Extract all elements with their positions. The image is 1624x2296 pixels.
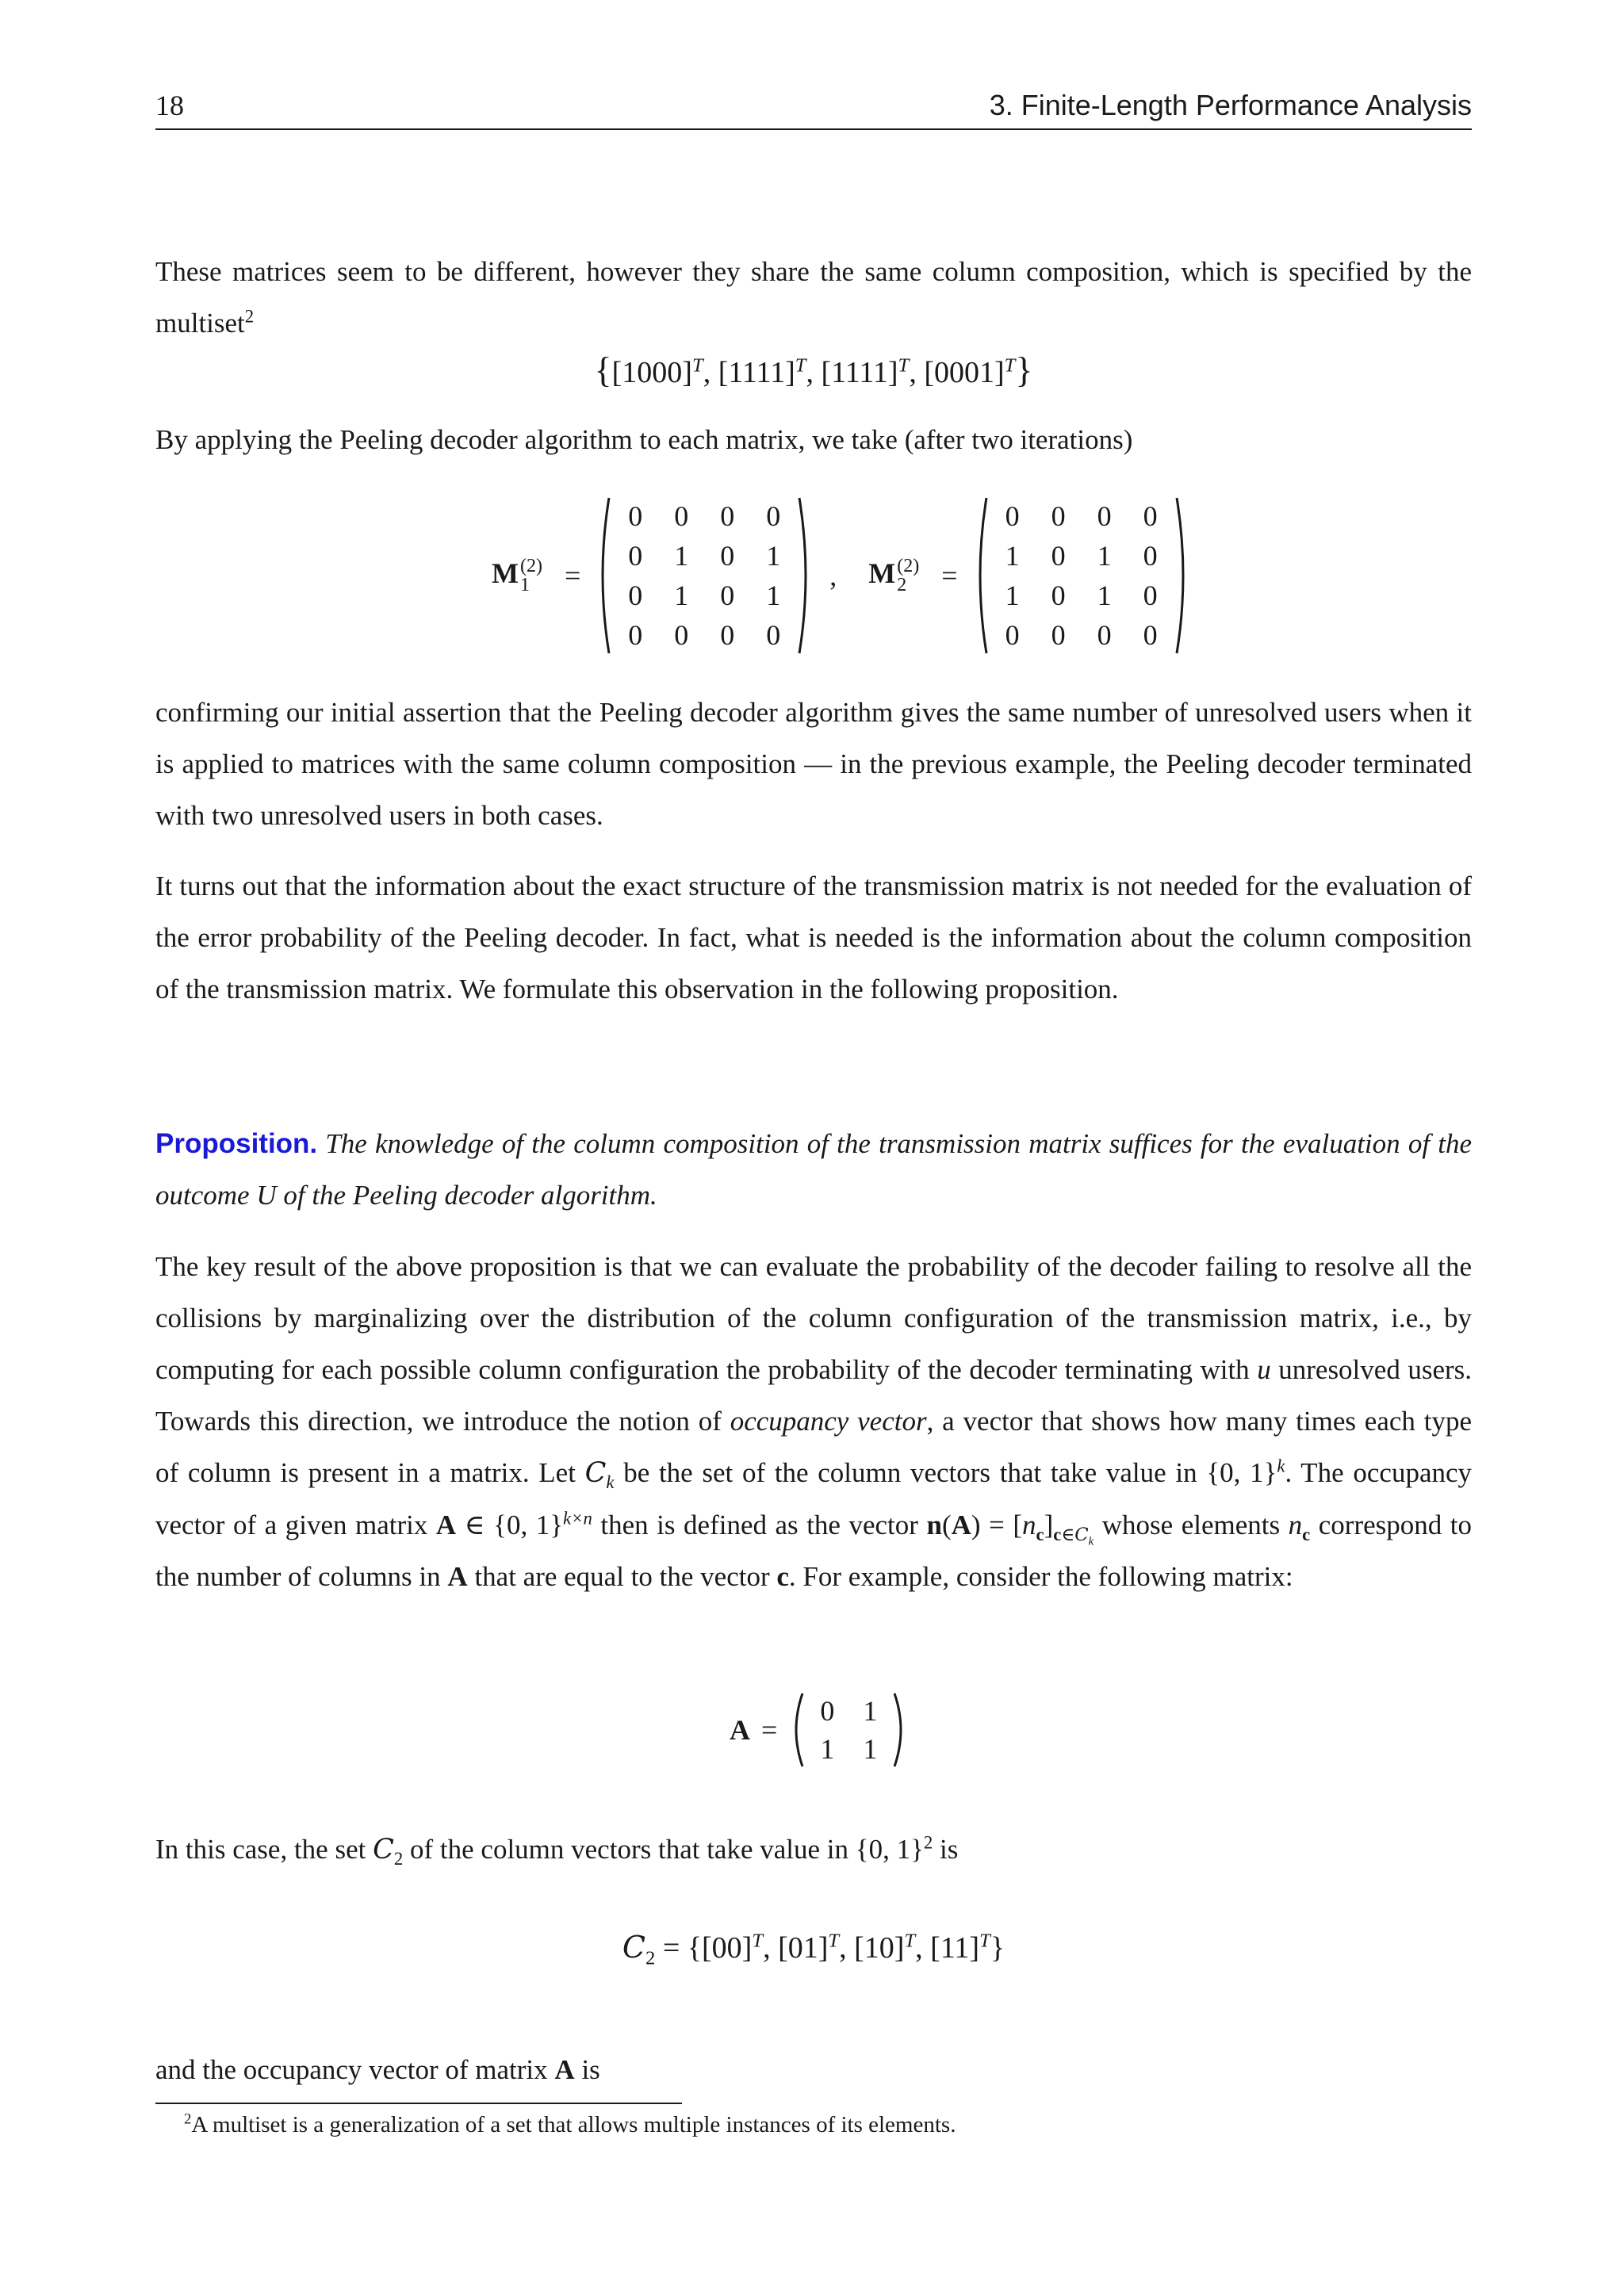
set-c2-equation: $C_2 = \{[00]^T$, $[01]^T$, $[10]^T$, $[11]^T$}	[622, 1930, 1005, 1969]
matrix-cell: 0	[628, 500, 643, 532]
matrix-cell: 0	[720, 540, 735, 572]
matrix-a-symbol: A	[554, 2054, 575, 2085]
matrix-cell: 0	[766, 500, 781, 532]
footnote-rule	[155, 2103, 682, 2104]
m2-symbol: M (2) 2	[868, 556, 920, 596]
paragraph-text: These matrices seem to be different, however they share the same column composition, which is specified by the multiset	[155, 256, 1472, 339]
m1-symbol: M (2) 1	[492, 556, 542, 596]
occupancy-expr: $(A) = [n_c]_{c\in C_k}$	[941, 1510, 1094, 1548]
paragraph-confirming	[155, 687, 1472, 841]
paragraph-occupancy-vector: The key result of the above proposition is that we can evaluate the probability of the decoder failing to resolve all the collisions by marginalizing over the distribution of the column configuration of the transmission matrix, i.e., by computing for each possible column configuration the probability of the decoder terminating with u unresolved users. Towards this direction, we introduce the notion of occupancy vector, a vector that shows how many times each type of column is present in a matrix. Let $C_k$ be the set of the column vectors that take value in {0, 1}$^k$. The occupancy vector of a given matrix A ∈ {0, 1}$^{k\times n}$ then is defined as the vector $n(A) = [n_c]_{c\in C_k}$ whose elements $n_c$ correspond to the number of columns in A that are equal to the vector c. For example, consider the following matrix:	[155, 1251, 1473, 1592]
matrix-a-symbol: A	[435, 1510, 457, 1540]
comma: ,	[829, 560, 837, 591]
equals-sign: =	[662, 1931, 680, 1965]
proposition-text: of the Peeling decoder algorithm.	[283, 1180, 657, 1211]
matrix-cell: 1	[863, 1733, 878, 1765]
set-ck: C	[584, 1457, 607, 1489]
right-paren	[1174, 496, 1191, 655]
transpose-mark: T	[898, 354, 910, 377]
set-binary: {0, 1}	[855, 1834, 924, 1865]
text-run: correspond to the number of columns in	[155, 1510, 1473, 1592]
set-c2: C	[373, 1834, 394, 1866]
term-occupancy-vector: occupancy vector	[730, 1406, 927, 1437]
equals-sign: =	[941, 560, 958, 591]
superscript: 2	[923, 1832, 933, 1853]
text-run: be the set of the column vectors that take value in	[623, 1457, 1197, 1488]
matrix-cell: 1	[1005, 540, 1020, 572]
subscript: k	[606, 1472, 615, 1492]
set-c2: C	[622, 1930, 645, 1965]
text-run: is	[940, 1834, 959, 1865]
matrix-cell: 1	[674, 540, 689, 572]
matrix-cell: 0	[720, 500, 735, 532]
matrix-cell: 0	[1143, 580, 1158, 611]
matrix-cell: 0	[1005, 500, 1020, 532]
variable-u: U	[256, 1180, 277, 1211]
matrix-cell: 0	[628, 540, 643, 572]
right-paren	[796, 496, 814, 655]
footnote-mark: 2	[244, 306, 255, 327]
variable-u: u	[1257, 1354, 1271, 1385]
set-item: [11]	[930, 1931, 980, 1965]
vector-n: n	[926, 1510, 942, 1540]
matrix-a	[788, 1692, 909, 1768]
matrix-cell: 0	[1097, 619, 1112, 651]
equals-sign: =	[564, 560, 581, 591]
matrix-a-equation	[730, 1692, 909, 1768]
multiset-equation: {$[1000]^T$, $[1111]^T$, $[1111]^T$, $[0001]^T$}	[594, 350, 1033, 390]
matrix-cell: 1	[1097, 580, 1112, 611]
matrix-cell: 0	[1051, 580, 1066, 611]
set-item: [01]	[778, 1931, 829, 1965]
right-paren	[891, 1692, 909, 1768]
matrix-cell: 1	[863, 1695, 878, 1727]
footnote-text: A multiset is a generalization of a set that allows multiple instances of its elements.	[191, 2112, 956, 2137]
text-run: then is defined as the vector	[600, 1510, 918, 1540]
text-run: unresolved users. Towards this direction, we introduce the notion of	[155, 1354, 1473, 1437]
matrix-cell: 0	[1051, 540, 1066, 572]
matrix-cell: 0	[820, 1695, 835, 1727]
transpose-mark: T	[752, 1930, 764, 1952]
text-run: , a vector that shows how many times each type of column is present in a matrix. Let	[155, 1406, 1472, 1488]
matrix-cell: 1	[674, 580, 689, 611]
text-run: whose elements	[1101, 1510, 1281, 1540]
matrix-a-symbol: A	[447, 1561, 468, 1592]
text-run: . The occupancy vector of a given matrix	[155, 1457, 1473, 1540]
text-run: . For example, consider the following matrix:	[788, 1561, 1293, 1592]
text-run: is	[581, 2054, 600, 2085]
variable-n: n	[1288, 1510, 1303, 1540]
multiset-item: [1111]	[821, 356, 898, 389]
multiset-item: [1111]	[718, 356, 795, 389]
left-paren	[595, 496, 612, 655]
transpose-mark: T	[828, 1930, 840, 1952]
matrix-m1	[595, 496, 814, 655]
paragraph-turns-out	[155, 860, 1472, 1015]
matrix-cell: 0	[1143, 500, 1158, 532]
paragraph-column-composition	[155, 246, 1472, 349]
set-binary: {0, 1}	[1206, 1457, 1277, 1488]
text-run: and the occupancy vector of matrix	[155, 2054, 548, 2085]
matrix-cell: 1	[766, 580, 781, 611]
matrix-cell: 0	[1143, 540, 1158, 572]
matrix-cell: 0	[1143, 619, 1158, 651]
set-item: [00]	[702, 1931, 753, 1965]
matrix-cell: 1	[766, 540, 781, 572]
matrix-a-cells	[806, 1692, 891, 1768]
matrix-equation-m1-m2	[492, 496, 1191, 655]
left-paren	[788, 1692, 806, 1768]
chapter-title: 3. Finite-Length Performance Analysis	[989, 89, 1472, 121]
text-run: of the column vectors that take value in	[410, 1834, 849, 1865]
equals-sign: =	[761, 1714, 778, 1746]
vector-c: c	[776, 1561, 789, 1592]
multiset-item: [1000]	[611, 356, 692, 389]
matrix-a-symbol: A	[730, 1714, 750, 1746]
matrix-cell: 0	[674, 500, 689, 532]
paragraph-peeling-iterations	[155, 414, 1472, 465]
set-item: [10]	[854, 1931, 905, 1965]
proposition	[155, 1118, 1472, 1221]
text-run: that are equal to the vector	[474, 1561, 770, 1592]
matrix-cell: 0	[1051, 500, 1066, 532]
transpose-mark: T	[1004, 354, 1016, 377]
paragraph-text: It turns out that the information about the exact structure of the transmission matrix is not needed for the evaluation of the error probability of the Peeling decoder. In fact, what is needed is the information about the column composition of the transmission matrix. We formulate this observation in the following proposition.	[155, 871, 1472, 1004]
matrix-cell: 1	[1097, 540, 1112, 572]
proposition-label: Proposition.	[155, 1128, 318, 1159]
transpose-mark: T	[904, 1930, 916, 1952]
page-number: 18	[155, 90, 184, 121]
header-rule	[155, 128, 1472, 130]
transpose-mark: T	[691, 354, 703, 377]
matrix-cell: 0	[1051, 619, 1066, 651]
set-binary: ∈ {0, 1}	[464, 1510, 564, 1540]
matrix-cell: 0	[674, 619, 689, 651]
matrix-m2	[972, 496, 1191, 655]
text-run: The key result of the above proposition is that we can evaluate the probability of the decoder failing to resolve all the collisions by marginalizing over the distribution of the column configuration of the transmission matrix, i.e., by computing for each possible column configuration the probability of the decoder terminating with	[155, 1251, 1472, 1385]
matrix-cell: 0	[628, 580, 643, 611]
matrix-cell: 1	[1005, 580, 1020, 611]
paragraph-text: confirming our initial assertion that the Peeling decoder algorithm gives the same number of unresolved users when it is applied to matrices with the same column composition — in the previous example, the Peeling decoder terminated with two unresolved users in both cases.	[155, 697, 1472, 831]
matrix-cell: 0	[628, 619, 643, 651]
subscript: 2	[645, 1947, 656, 1969]
proposition-text: The knowledge of the column composition of the transmission matrix suffices for the evaluation of the outcome	[155, 1128, 1472, 1211]
multiset-item: [0001]	[924, 356, 1005, 389]
matrix-cell: 0	[720, 580, 735, 611]
footnote	[184, 2109, 956, 2141]
text-run: In this case, the set	[155, 1834, 366, 1865]
paragraph-occupancy-of-a	[155, 2044, 1472, 2095]
superscript: k	[1277, 1456, 1285, 1476]
matrix-cell: 0	[1005, 619, 1020, 651]
matrix-cell: 1	[820, 1733, 835, 1765]
left-paren	[972, 496, 990, 655]
matrix-cell: 0	[720, 619, 735, 651]
transpose-mark: T	[795, 354, 806, 377]
matrix-cell: 0	[1097, 500, 1112, 532]
matrix-m1-cells	[612, 496, 796, 655]
subscript: 2	[393, 1849, 404, 1869]
paragraph-set-c2	[155, 1823, 1472, 1876]
superscript: k×n	[563, 1508, 592, 1529]
paragraph-text: By applying the Peeling decoder algorithm to each matrix, we take (after two iterations)	[155, 424, 1133, 455]
footnote-mark: 2	[184, 2110, 192, 2128]
matrix-cell: 0	[766, 619, 781, 651]
transpose-mark: T	[979, 1930, 990, 1952]
matrix-m2-cells	[990, 496, 1174, 655]
